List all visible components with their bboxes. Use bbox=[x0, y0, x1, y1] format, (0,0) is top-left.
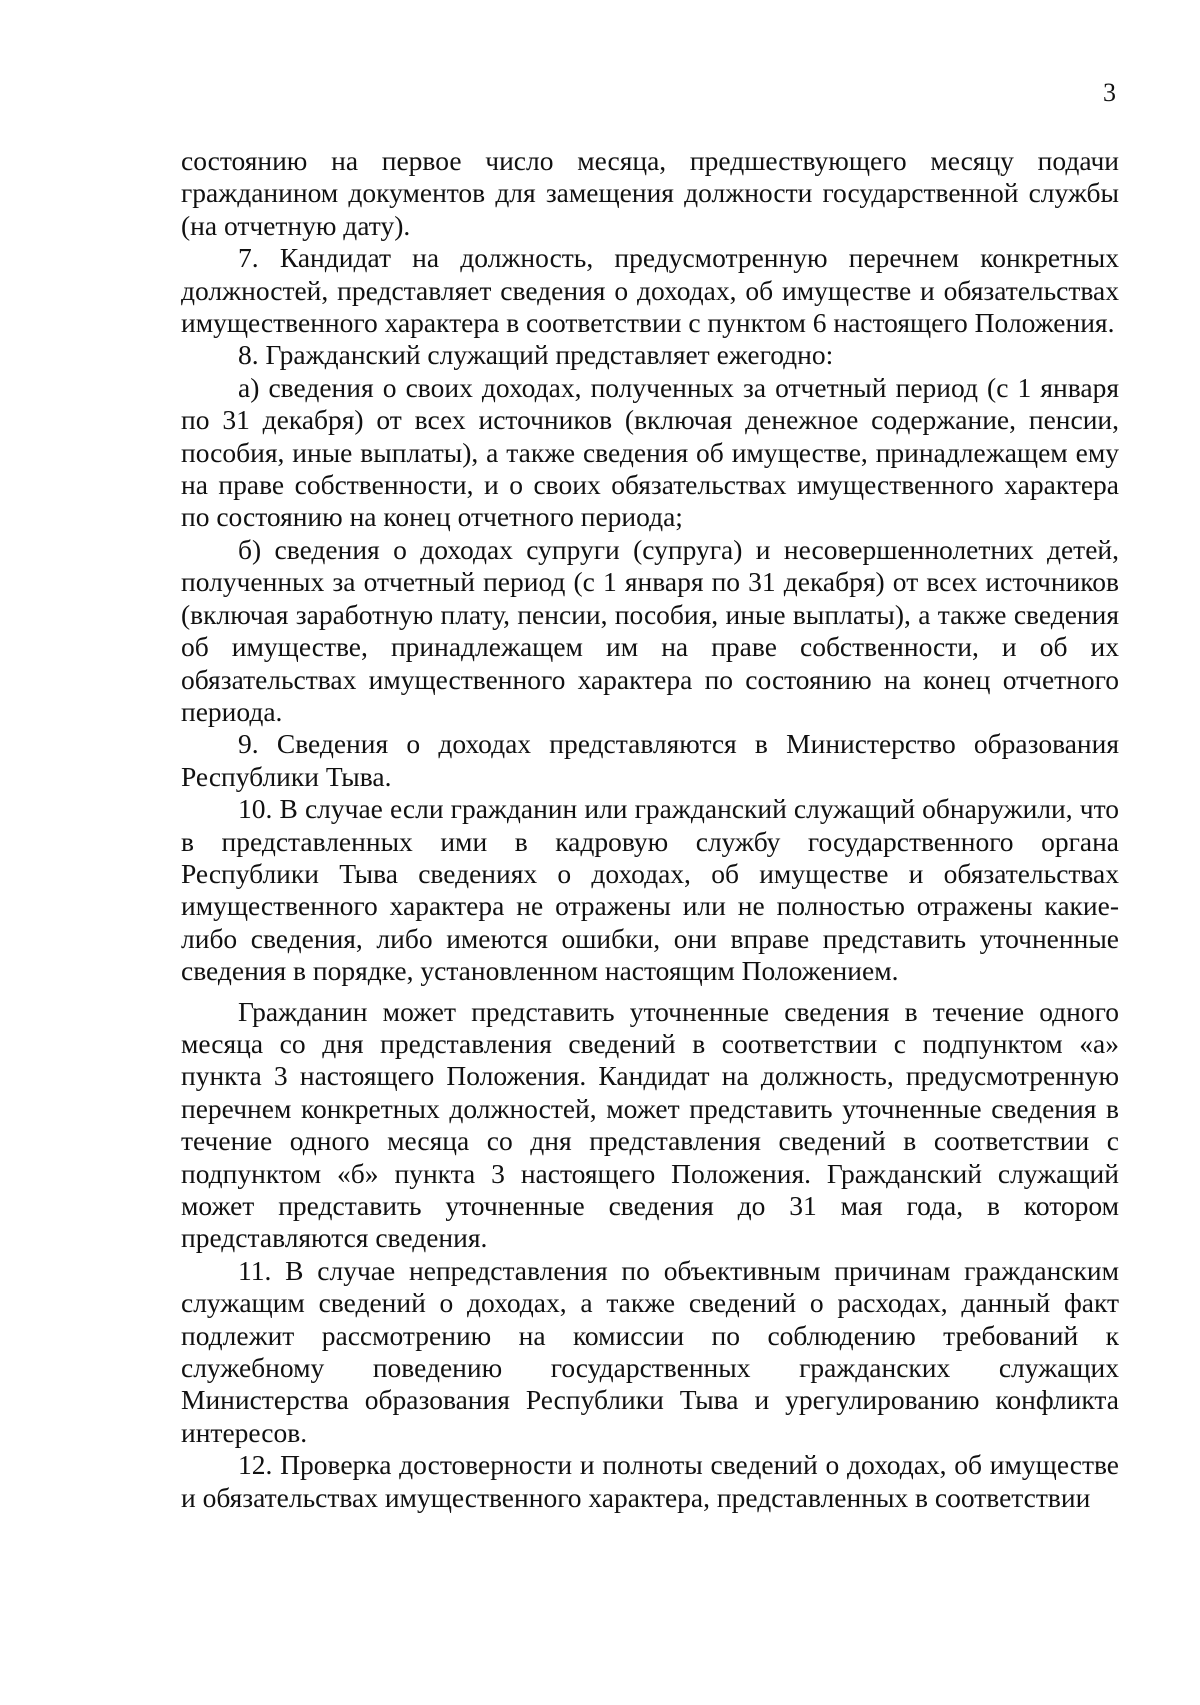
paragraph-8a: а) сведения о своих доходах, полученных за отчетный период (с 1 января по 31 декабря) от всех источников (включая денежное содержание, пенсии, пособия, иные выплаты), а также сведения об имуществе, принадлежащем ему на праве собственности, и о своих обязательствах имущественного характера по состоянию на конец отчетного периода; bbox=[181, 371, 1119, 533]
paragraph-9: 9. Сведения о доходах представляются в Министерство образования Республики Тыва. bbox=[181, 728, 1119, 792]
paragraph-10-continued: Гражданин может представить уточненные сведения в течение одного месяца со дня представления сведений в соответствии с подпунктом «а» пункта 3 настоящего Положения. Кандидат на должность, предусмотренную перечнем конкретных должностей, может представить уточненные сведения в течение одного месяца со дня представления сведений в соответствии с подпунктом «б» пункта 3 настоящего Положения. Гражданский служащий может представить уточненные сведения до 31 мая года, в котором представляются сведения. bbox=[181, 995, 1119, 1254]
paragraph-7: 7. Кандидат на должность, предусмотренную перечнем конкретных должностей, представляет сведения о доходах, об имуществе и обязательствах имущественного характера в соответствии с пунктом 6 настоящего Положения. bbox=[181, 242, 1119, 339]
paragraph-continuation: состоянию на первое число месяца, предшествующего месяцу подачи гражданином документов для замещения должности государственной службы (на отчетную дату). bbox=[181, 145, 1119, 241]
paragraph-8: 8. Гражданский служащий представляет ежегодно: bbox=[238, 339, 834, 371]
document-body bbox=[181, 145, 1119, 1514]
paragraph-8b: б) сведения о доходах супруги (супруга) и несовершеннолетних детей, полученных за отчетный период (с 1 января по 31 декабря) от всех источников (включая заработную плату, пенсии, пособия, иные выплаты), а также сведения об имуществе, принадлежащем им на праве собственности, и об их обязательствах имущественного характера по состоянию на конец отчетного периода. bbox=[181, 533, 1119, 727]
paragraph-12: 12. Проверка достоверности и полноты сведений о доходах, об имуществе и обязательствах имущественного характера, представленных в соответствии bbox=[181, 1449, 1119, 1513]
page-number: 3 bbox=[1103, 78, 1116, 107]
paragraph-11: 11. В случае непредставления по объективным причинам гражданским служащим сведений о доходах, а также сведений о расходах, данный факт подлежит рассмотрению на комиссии по соблюдению требований к служебному поведению государственных гражданских служащих Министерства образования Республики Тыва и урегулированию конфликта интересов. bbox=[181, 1254, 1119, 1448]
paragraph-10: 10. В случае если гражданин или гражданский служащий обнаружили, что в представленных ими в кадровую службу государственного органа Республики Тыва сведениях о доходах, об имуществе и обязательствах имущественного характера не отражены или не полностью отражены какие-либо сведения, либо имеются ошибки, они вправе представить уточненные сведения в порядке, установленном настоящим Положением. bbox=[181, 793, 1119, 987]
